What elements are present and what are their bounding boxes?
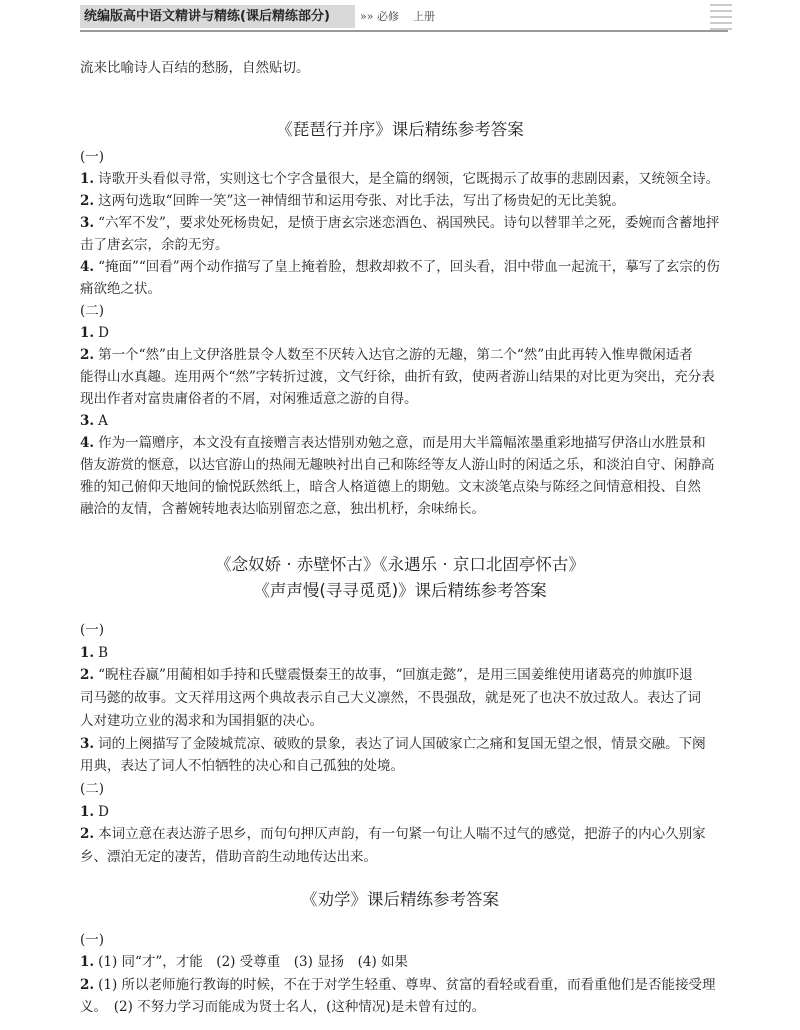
text-line	[80, 190, 730, 212]
answer-item	[80, 322, 730, 344]
answer-text: 词的上阕描写了金陵城荒凉、破败的景象，表达了词人国破家亡之痛和复国无望之恨，情景交融。下阕	[98, 735, 706, 752]
answer-item	[80, 168, 730, 190]
answer-item	[80, 642, 730, 665]
arrows-icon: »»	[360, 10, 374, 23]
text-line	[80, 168, 730, 190]
answer-item	[80, 974, 730, 1019]
answer-item	[80, 190, 730, 212]
answer-number: 2.	[80, 193, 95, 209]
text-line	[80, 256, 730, 278]
text-line	[80, 300, 730, 322]
answer-number: 2.	[80, 347, 95, 363]
answer-text: 第一个“然”由上文伊洛胜景令人数至不厌转入达官之游的无趣，第二个“然”由此再转入惟卑微闲适者	[98, 347, 693, 363]
running-header-book-title: 统编版高中语文精讲与精练(课后精练部分)	[80, 5, 355, 28]
answer-text: 用典，表达了词人不怕牺牲的决心和自己孤独的处境。	[80, 758, 404, 775]
answer-number: 1.	[80, 325, 95, 341]
answer-item	[80, 801, 730, 824]
text-line	[80, 929, 730, 951]
text-line	[80, 710, 730, 733]
section-title-line: 《声声慢(寻寻觅觅)》课后精练参考答案	[253, 581, 547, 600]
text-line	[80, 212, 730, 234]
answer-text: 偕友游赏的惬意，以达官游山的热闹无趣映衬出自己和陈经等友人游山时的闲适之乐，和淡泊自守、闲静高	[80, 457, 715, 473]
running-header-volume	[360, 7, 435, 27]
answer-text: 司马懿的故事。文天祥用这两个典故表示自己大义凛然，不畏强敌，就是死了也决不放过敌人。表达了词	[80, 690, 701, 707]
answer-text: “掩面”“回看”两个动作描写了皇上掩着脸，想救却救不了，回头看，泪中带血一起流干，摹写了玄宗的伤	[98, 259, 720, 275]
header-rule	[80, 30, 728, 32]
answer-number: 4.	[80, 435, 95, 451]
text-line	[80, 664, 730, 687]
text-line	[80, 146, 730, 168]
answer-text: 能得山水真趣。连用两个“然”字转折过渡，文气纡徐，曲折有致，使两者游山结果的对比更为突出，充分表	[80, 369, 715, 385]
answer-number: 3.	[80, 413, 95, 429]
text-line	[80, 619, 730, 642]
section-answers	[80, 619, 730, 869]
text-line	[80, 974, 730, 996]
text-line	[80, 498, 730, 520]
volume-label: 必修	[376, 10, 399, 23]
part-heading	[80, 146, 730, 168]
answer-number: 1.	[80, 803, 95, 820]
text-line	[80, 366, 730, 388]
text-line	[80, 410, 730, 432]
text-line	[80, 755, 730, 778]
answer-number: 4.	[80, 259, 95, 275]
answer-number: 2.	[80, 976, 95, 993]
answer-text: D	[98, 803, 109, 820]
text-line	[80, 846, 730, 869]
text-line	[80, 733, 730, 756]
page-corner-decoration-icon	[710, 0, 732, 30]
section-answers	[80, 929, 730, 1018]
answer-text: 本词立意在表达游子思乡，而句句押仄声韵，有一句紧一句让人喘不过气的感觉，把游子的内心久别家	[98, 826, 706, 843]
answer-text: “六军不发”，要求处死杨贵妃，是愤于唐玄宗迷恋酒色、祸国殃民。诗句以替罪羊之死，委婉而含蓄地抨	[98, 215, 720, 231]
text-line	[80, 642, 730, 665]
answer-text: 击了唐玄宗，余韵无穷。	[80, 237, 229, 253]
text-line	[80, 278, 730, 300]
answer-number: 1.	[80, 644, 95, 661]
answer-text: (二)	[80, 303, 105, 319]
answer-text: 痛欲绝之状。	[80, 281, 161, 297]
answer-text: 作为一篇赠序，本文没有直接赠言表达惜别劝勉之意，而是用大半篇幅浓墨重彩地描写伊洛山水胜景和	[98, 435, 706, 451]
section-title	[0, 889, 800, 911]
section-answers	[80, 146, 730, 520]
text-line	[80, 687, 730, 710]
text-line	[80, 234, 730, 256]
answer-text: (一)	[80, 932, 105, 948]
answer-text: (1) 所以老师施行教诲的时候，不在于对学生轻重、尊卑、贫富的看轻或看重，而看重他们是否能接受理	[98, 976, 716, 993]
text-line	[80, 778, 730, 801]
answer-text: 融洽的友情，含蓄婉转地表达临别留恋之意，独出机杼，余味绵长。	[80, 501, 485, 517]
answer-number: 1.	[80, 954, 95, 971]
answer-text: “睨柱吞嬴”用蔺相如手持和氏璧震慑秦王的故事，“回旗走懿”，是用三国姜维使用诸葛亮的帅旗吓退	[98, 667, 693, 684]
answer-text: (二)	[80, 780, 105, 797]
part-heading	[80, 929, 730, 951]
section-title-line: 《劝学》课后精练参考答案	[301, 890, 499, 909]
answer-item	[80, 432, 730, 520]
answer-text: B	[98, 644, 109, 661]
answer-text: 乡、漂泊无定的凄苦，借助音韵生动地传达出来。	[80, 849, 377, 866]
answer-number: 2.	[80, 667, 95, 684]
answer-text: 义。 (2) 不努力学习而能成为贤士名人，(这种情况)是未曾有过的。	[80, 998, 486, 1015]
answer-item	[80, 664, 730, 732]
answer-item	[80, 212, 730, 256]
part-heading	[80, 778, 730, 801]
text-line	[80, 823, 730, 846]
answer-item	[80, 823, 730, 868]
answer-text: (1) 同“才”，才能 (2) 受尊重 (3) 显扬 (4) 如果	[98, 954, 409, 971]
answer-item	[80, 256, 730, 300]
answer-number: 3.	[80, 735, 95, 752]
part-heading	[80, 300, 730, 322]
answer-item	[80, 344, 730, 410]
answer-number: 2.	[80, 826, 95, 843]
answer-item	[80, 410, 730, 432]
section-title	[0, 552, 800, 604]
text-line	[80, 801, 730, 824]
section-title-line: 《琵琶行并序》课后精练参考答案	[276, 120, 524, 139]
section-title-line: 《念奴娇 · 赤壁怀古》《永遇乐 · 京口北固亭怀古》	[215, 555, 585, 574]
answer-item	[80, 951, 730, 973]
answer-text: 这两句选取“回眸一笑”这一神情细节和运用夸张、对比手法，写出了杨贵妃的无比美貌。	[98, 193, 625, 209]
answer-text: D	[98, 325, 109, 341]
text-line	[80, 996, 730, 1018]
text-line	[80, 432, 730, 454]
answer-number: 1.	[80, 171, 95, 187]
text-line	[80, 951, 730, 973]
text-line	[80, 454, 730, 476]
text-line: 流来比喻诗人百结的愁肠，自然贴切。	[80, 60, 310, 76]
part-heading	[80, 619, 730, 642]
section-title	[0, 119, 800, 141]
answer-text: A	[98, 413, 108, 429]
text-line	[80, 344, 730, 366]
answer-text: (一)	[80, 149, 105, 165]
answer-number: 3.	[80, 215, 95, 231]
text-line	[80, 322, 730, 344]
text-line	[80, 388, 730, 410]
answer-text: 雅的知己俯仰天地间的愉悦跃然纸上，暗含人格道德上的期勉。文末淡笔点染与陈经之间情意相投、自然	[80, 479, 701, 495]
answer-text: 人对建功立业的渴求和为国捐躯的决心。	[80, 712, 323, 729]
answer-item	[80, 733, 730, 778]
intro-paragraph	[80, 57, 730, 79]
answer-text: 诗歌开头看似寻常，实则这七个字含量很大，是全篇的纲领，它既揭示了故事的悲剧因素，又统领全诗。	[98, 171, 720, 187]
part-label: 上册	[412, 10, 435, 23]
text-line	[80, 476, 730, 498]
answer-text: 现出作者对富贵庸俗者的不屑，对闲雅适意之游的自得。	[80, 391, 418, 407]
answer-text: (一)	[80, 622, 105, 638]
